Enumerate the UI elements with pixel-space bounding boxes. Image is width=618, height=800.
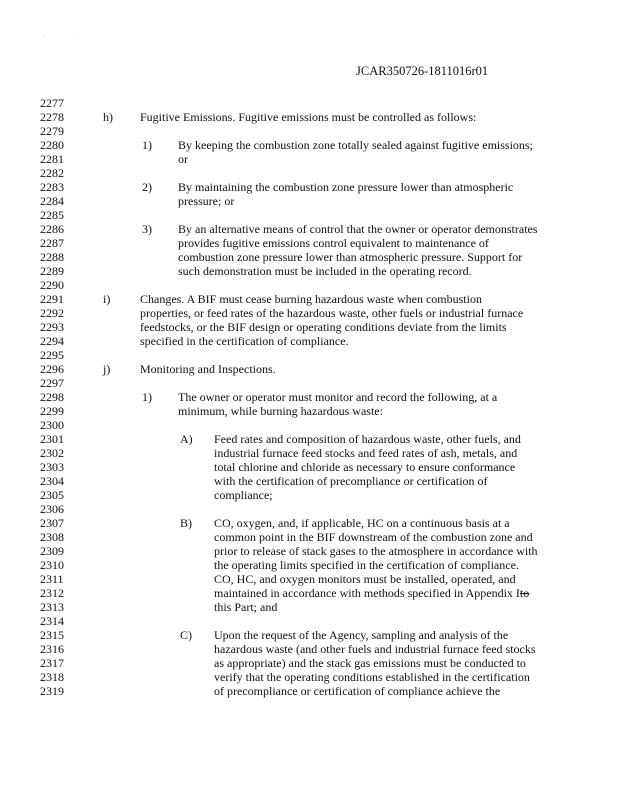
document-line xyxy=(0,544,618,558)
line-number: 2277 xyxy=(40,96,64,110)
line-text: properties, or feed rates of the hazardous waste, other fuels or industrial furnace xyxy=(140,306,524,320)
document-line xyxy=(0,320,618,334)
line-text: By maintaining the combustion zone pressure lower than atmospheric xyxy=(178,180,514,194)
document-line xyxy=(0,166,618,180)
line-number: 2308 xyxy=(40,530,64,544)
item-label: 1) xyxy=(142,390,152,404)
document-line xyxy=(0,628,618,642)
document-line xyxy=(0,138,618,152)
line-number: 2304 xyxy=(40,474,64,488)
line-number: 2289 xyxy=(40,264,64,278)
document-line xyxy=(0,614,618,628)
document-line xyxy=(0,180,618,194)
line-text: pressure; or xyxy=(178,194,235,208)
document-line xyxy=(0,194,618,208)
item-label: 1) xyxy=(142,138,152,152)
document-line xyxy=(0,292,618,306)
line-number: 2283 xyxy=(40,180,64,194)
line-number: 2286 xyxy=(40,222,64,236)
line-number: 2297 xyxy=(40,376,64,390)
document-id: JCAR350726-1811016r01 xyxy=(356,64,489,78)
document-line xyxy=(0,418,618,432)
document-line xyxy=(0,404,618,418)
document-line xyxy=(0,642,618,656)
line-number: 2285 xyxy=(40,208,64,222)
document-line xyxy=(0,474,618,488)
line-number: 2307 xyxy=(40,516,64,530)
line-number: 2313 xyxy=(40,600,64,614)
document-line xyxy=(0,306,618,320)
scan-mark: ' xyxy=(44,36,46,42)
item-label: j) xyxy=(103,362,111,376)
line-number: 2305 xyxy=(40,488,64,502)
line-number: 2296 xyxy=(40,362,64,376)
scan-marks xyxy=(44,36,103,42)
line-text: By keeping the combustion zone totally sealed against fugitive emissions; xyxy=(178,138,533,152)
document-line xyxy=(0,278,618,292)
line-text xyxy=(214,586,529,600)
line-number: 2282 xyxy=(40,166,64,180)
line-number: 2317 xyxy=(40,656,64,670)
line-number: 2300 xyxy=(40,418,64,432)
line-text: verify that the operating conditions established in the certification xyxy=(214,670,530,684)
line-text: Fugitive Emissions. Fugitive emissions must be controlled as follows: xyxy=(140,110,477,124)
line-text: of precompliance or certification of compliance achieve the xyxy=(214,684,501,698)
document-line xyxy=(0,530,618,544)
line-text: By an alternative means of control that the owner or operator demonstrates xyxy=(178,222,538,236)
document-line xyxy=(0,460,618,474)
line-number: 2318 xyxy=(40,670,64,684)
line-text: compliance; xyxy=(214,488,273,502)
document-line xyxy=(0,600,618,614)
document-line xyxy=(0,516,618,530)
line-number: 2302 xyxy=(40,446,64,460)
line-number: 2299 xyxy=(40,404,64,418)
line-number: 2309 xyxy=(40,544,64,558)
document-line xyxy=(0,586,618,600)
item-label: B) xyxy=(180,516,192,530)
line-text: common point in the BIF downstream of the combustion zone and xyxy=(214,530,533,544)
document-line xyxy=(0,110,618,124)
line-number: 2298 xyxy=(40,390,64,404)
line-number: 2292 xyxy=(40,306,64,320)
line-text: such demonstration must be included in the operating record. xyxy=(178,264,472,278)
line-text: CO, oxygen, and, if applicable, HC on a continuous basis at a xyxy=(214,516,510,530)
line-number: 2319 xyxy=(40,684,64,698)
line-text: minimum, while burning hazardous waste: xyxy=(178,404,383,418)
document-body xyxy=(0,96,618,698)
document-line xyxy=(0,250,618,264)
document-line xyxy=(0,656,618,670)
document-line xyxy=(0,446,618,460)
line-number: 2278 xyxy=(40,110,64,124)
line-number: 2312 xyxy=(40,586,64,600)
line-number: 2293 xyxy=(40,320,64,334)
line-text: feedstocks, or the BIF design or operating conditions deviate from the limits xyxy=(140,320,507,334)
line-number: 2315 xyxy=(40,628,64,642)
line-text: provides fugitive emissions control equivalent to maintenance of xyxy=(178,236,489,250)
line-text: hazardous waste (and other fuels and industrial furnace feed stocks xyxy=(214,642,536,656)
item-label: 2) xyxy=(142,180,152,194)
document-line xyxy=(0,348,618,362)
line-text: the operating limits specified in the certification of compliance. xyxy=(214,558,519,572)
line-number: 2280 xyxy=(40,138,64,152)
line-number: 2288 xyxy=(40,250,64,264)
document-line xyxy=(0,334,618,348)
line-text: total chlorine and chloride as necessary to ensure conformance xyxy=(214,460,516,474)
line-number: 2279 xyxy=(40,124,64,138)
item-label: h) xyxy=(103,110,113,124)
document-line xyxy=(0,96,618,110)
line-number: 2291 xyxy=(40,292,64,306)
line-text: prior to release of stack gases to the atmosphere in accordance with xyxy=(214,544,538,558)
line-text: specified in the certification of compliance. xyxy=(140,334,349,348)
line-number: 2281 xyxy=(40,152,64,166)
document-line xyxy=(0,208,618,222)
struck-text: to xyxy=(519,586,530,600)
line-number: 2295 xyxy=(40,348,64,362)
document-line xyxy=(0,558,618,572)
document-line xyxy=(0,376,618,390)
line-number: 2287 xyxy=(40,236,64,250)
line-text: with the certification of precompliance or certification of xyxy=(214,474,488,488)
document-line xyxy=(0,432,618,446)
line-number: 2310 xyxy=(40,558,64,572)
document-line xyxy=(0,390,618,404)
line-number: 2306 xyxy=(40,502,64,516)
document-line xyxy=(0,684,618,698)
line-text: as appropriate) and the stack gas emissions must be conducted to xyxy=(214,656,526,670)
line-text: Monitoring and Inspections. xyxy=(140,362,276,376)
document-line xyxy=(0,264,618,278)
line-number: 2311 xyxy=(40,572,64,586)
item-label: A) xyxy=(180,432,193,446)
item-label: i) xyxy=(103,292,111,306)
line-number: 2314 xyxy=(40,614,64,628)
line-text: Changes. A BIF must cease burning hazardous waste when combustion xyxy=(140,292,482,306)
line-number: 2303 xyxy=(40,460,64,474)
document-line xyxy=(0,362,618,376)
line-number: 2284 xyxy=(40,194,64,208)
document-line xyxy=(0,222,618,236)
document-line xyxy=(0,236,618,250)
document-line xyxy=(0,152,618,166)
line-text: combustion zone pressure lower than atmospheric pressure. Support for xyxy=(178,250,523,264)
line-number: 2316 xyxy=(40,642,64,656)
line-text: industrial furnace feed stocks and feed rates of ash, metals, and xyxy=(214,446,518,460)
line-number: 2294 xyxy=(40,334,64,348)
document-line xyxy=(0,488,618,502)
line-number: 2301 xyxy=(40,432,64,446)
line-text: The owner or operator must monitor and record the following, at a xyxy=(178,390,498,404)
document-line xyxy=(0,124,618,138)
line-text: CO, HC, and oxygen monitors must be installed, operated, and xyxy=(214,572,516,586)
line-text: or xyxy=(178,152,188,166)
item-label: C) xyxy=(180,628,192,642)
line-number: 2290 xyxy=(40,278,64,292)
item-label: 3) xyxy=(142,222,152,236)
line-text: Upon the request of the Agency, sampling and analysis of the xyxy=(214,628,509,642)
document-line xyxy=(0,670,618,684)
line-text: this Part; and xyxy=(214,600,278,614)
line-text: Feed rates and composition of hazardous waste, other fuels, and xyxy=(214,432,521,446)
document-line xyxy=(0,572,618,586)
scan-mark: · xyxy=(73,36,76,42)
line-text-part: maintained in accordance with methods specified in Appendix I xyxy=(214,586,520,600)
document-line xyxy=(0,502,618,516)
